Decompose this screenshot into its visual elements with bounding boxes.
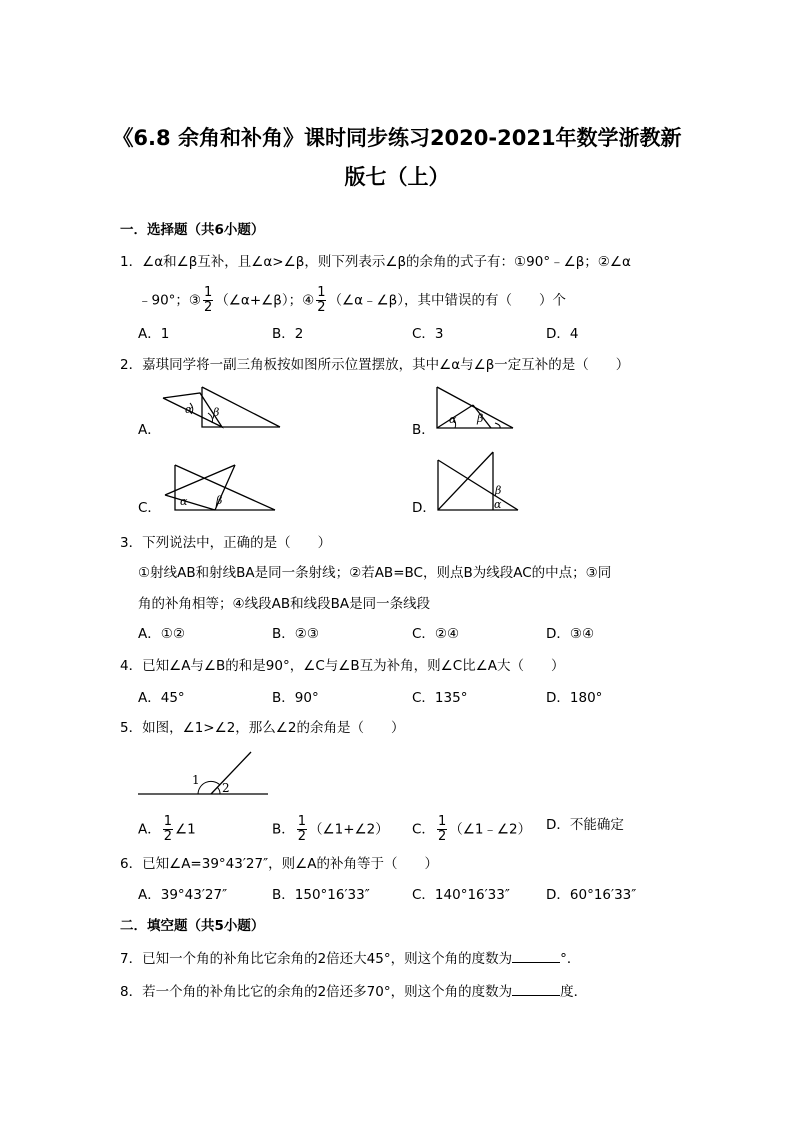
q2-option-d[interactable]: D． [412,500,436,516]
document-title-line1: 《6.8 余角和补角》课时同步练习2020-2021年数学浙教新 [112,126,682,150]
question-6-text: 6．已知∠A=39°43′27″，则∠A的补角等于（ ） [120,856,438,872]
q5-option-d[interactable]: D．不能确定 [546,817,624,833]
question-3-line3: 角的补角相等；④线段AB和线段BA是同一条线段 [138,596,431,612]
question-2-text: 2．嘉琪同学将一副三角板按如图所示位置摆放，其中∠α与∠β一定互补的是（ ） [120,357,630,373]
svg-text:α: α [180,495,188,508]
document-title-line2: 版七（上） [344,165,450,189]
q5-option-c[interactable]: C． $\frac{1}{2}$ （∠1﹣∠2） [412,814,532,844]
q2-option-c[interactable]: C． [138,500,161,516]
triangle-figure-c [160,460,285,515]
answer-blank[interactable] [512,948,560,963]
section-heading-fill: 二．填空题（共5小题） [120,918,265,934]
svg-text:α: α [494,498,502,511]
question-3-text: 3．下列说法中，正确的是（ ） [120,535,332,551]
q1-option-a[interactable]: A．1 [138,326,170,342]
section-heading-choice: 一．选择题（共6小题） [120,222,265,238]
q5-option-a[interactable]: A． $\frac{1}{2}$ ∠1 [138,814,196,844]
q2-option-a[interactable]: A． [138,422,161,438]
q5-option-b[interactable]: B． $\frac{1}{2}$ （∠1+∠2） [272,814,389,844]
q4-option-d[interactable]: D．180° [546,690,603,706]
svg-text:α: α [449,413,457,426]
svg-text:β: β [216,494,223,507]
q4-option-c[interactable]: C．135° [412,690,468,706]
q3-option-c[interactable]: C．②④ [412,626,460,642]
answer-blank[interactable] [512,981,560,996]
q2-option-b[interactable]: B． [412,422,435,438]
q6-option-d[interactable]: D．60°16′33″ [546,887,637,903]
question-4-text: 4．已知∠A与∠B的和是90°，∠C与∠B互为补角，则∠C比∠A大（ ） [120,658,565,674]
question-8-text: 8．若一个角的补角比它的余角的2倍还多70°，则这个角的度数为 度． [120,981,587,1002]
svg-text:2: 2 [222,781,230,795]
question-5-text: 5．如图，∠1>∠2，那么∠2的余角是（ ） [120,720,405,736]
svg-text:β: β [477,412,484,425]
svg-text:1: 1 [192,773,200,787]
q6-option-c[interactable]: C．140°16′33″ [412,887,510,903]
q4-option-b[interactable]: B．90° [272,690,319,706]
question-7-text: 7．已知一个角的补角比它余角的2倍还大45°，则这个角的度数为 °． [120,948,580,969]
question-1-line2 [138,286,566,315]
fraction-half: $\frac{1}{2}$ [297,814,307,844]
triangle-figure-b [433,385,523,435]
q6-option-a[interactable]: A．39°43′27″ [138,887,228,903]
q1-text-c: （∠α﹣∠β），其中错误的有（ ）个 [328,292,566,309]
q6-option-b[interactable]: B．150°16′33″ [272,887,370,903]
fraction-half: $\frac{1}{2}$ [437,814,447,844]
triangle-figure-d [433,450,523,516]
fraction-half: $\frac{1}{2}$ [317,285,326,315]
q3-option-d[interactable]: D．③④ [546,626,595,642]
question-3-line2: ①射线AB和射线BA是同一条射线；②若AB=BC，则点B为线段AC的中点；③同 [138,565,612,581]
q1-option-c[interactable]: C．3 [412,326,444,342]
triangle-figure-a [160,385,285,435]
q1-text-a: ﹣90°；③ [138,292,202,309]
svg-text:β: β [495,484,502,497]
q1-option-b[interactable]: B．2 [272,326,304,342]
q1-text-b: （∠α+∠β）；④ [215,292,315,309]
fraction-half: $\frac{1}{2}$ [204,285,213,315]
q4-option-a[interactable]: A．45° [138,690,185,706]
svg-text:β: β [213,406,220,419]
fraction-half: $\frac{1}{2}$ [163,814,173,844]
q3-option-a[interactable]: A．①② [138,626,185,642]
question-1-line1: 1．∠α和∠β互补，且∠α>∠β，则下列表示∠β的余角的式子有：①90°﹣∠β；②∠α [120,254,631,270]
svg-text:α: α [185,403,193,416]
q1-option-d[interactable]: D．4 [546,326,579,342]
q3-option-b[interactable]: B．②③ [272,626,319,642]
angle-figure [136,748,271,800]
